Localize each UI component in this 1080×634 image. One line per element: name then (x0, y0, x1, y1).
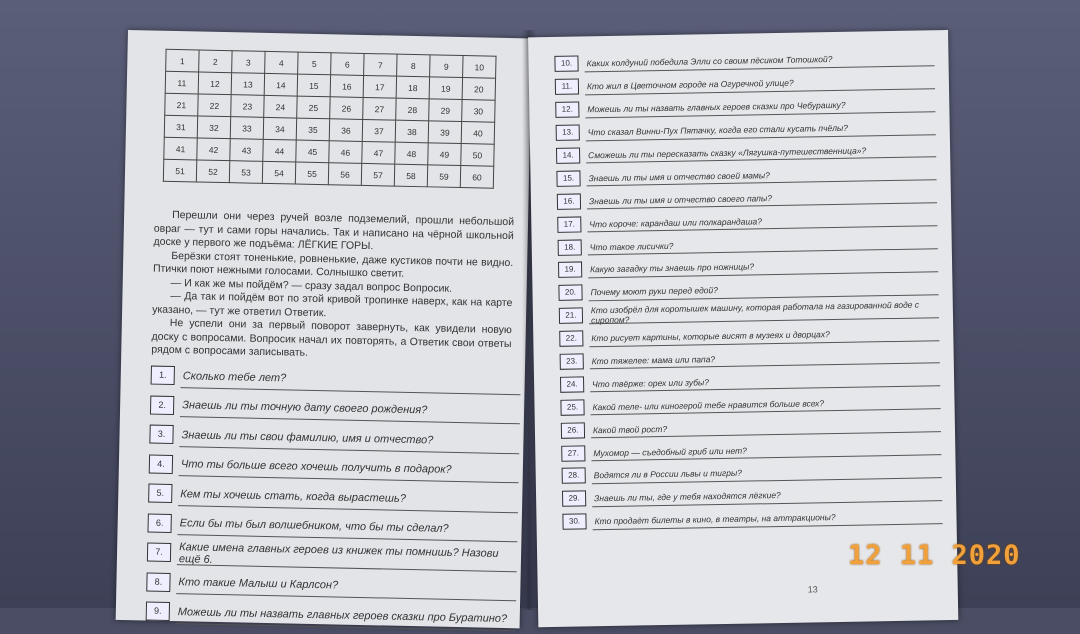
grid-cell: 45 (296, 140, 329, 163)
question-number-box: 16. (557, 193, 581, 209)
grid-cell: 31 (164, 115, 197, 138)
question-number-box: 18. (558, 239, 582, 255)
question-number-box: 29. (562, 491, 586, 507)
page-number: 13 (807, 584, 818, 595)
question-text: Знаешь ли ты, где у тебя находятся лёгкие? (594, 490, 781, 504)
grid-cell: 53 (229, 161, 262, 184)
question-number-box: 20. (558, 285, 582, 301)
question-text: Кто продаёт билеты в кино, в театры, на аттракционы? (594, 512, 836, 527)
grid-cell: 27 (363, 97, 396, 120)
question-list-right (554, 46, 942, 533)
grid-cell: 14 (264, 73, 297, 96)
question-number-box: 22. (559, 331, 583, 347)
grid-cell: 39 (428, 121, 461, 144)
question-number-box: 1. (151, 366, 175, 385)
grid-cell: 17 (363, 75, 396, 98)
grid-cell: 47 (362, 141, 395, 164)
grid-cell: 41 (164, 137, 197, 160)
grid-cell: 29 (429, 99, 462, 122)
question-text: Кто тяжелее: мама или папа? (591, 354, 716, 367)
story-paragraph: Не успели они за первый поворот завернуть, как увидели новую доску с вопросами. Вопросик начал их повторять, а Ответик свои ответы рядом с вопросами записывать. (151, 316, 512, 359)
question-text: Что твёрже: орех или зубы? (592, 377, 710, 390)
grid-cell: 55 (295, 162, 328, 185)
grid-cell: 4 (265, 51, 298, 74)
grid-cell: 37 (362, 119, 395, 142)
grid-cell: 9 (430, 55, 463, 78)
grid-cell: 10 (463, 56, 496, 79)
grid-cell: 2 (199, 50, 232, 73)
grid-cell: 16 (330, 75, 363, 98)
story-paragraph: Берёзки стоят тоненькие, ровненькие, даже кустиков почти не видно. Птички поют нежными голосами. Солнышко светит. (152, 249, 514, 280)
question-text: Что короче: карандаш или полкарандаша? (589, 215, 763, 229)
question-number-box: 30. (562, 514, 586, 530)
grid-cell: 38 (395, 120, 428, 143)
grid-cell: 26 (330, 97, 363, 120)
grid-cell: 1 (166, 49, 199, 72)
question-text: Сможешь ли ты пересказать сказку «Лягушка-путешественница»? (588, 145, 867, 161)
grid-cell: 11 (165, 71, 198, 94)
grid-cell: 28 (396, 98, 429, 121)
grid-cell: 3 (232, 51, 265, 74)
question-number-box: 13. (556, 125, 580, 141)
question-number-box: 10. (554, 56, 578, 72)
question-number-box: 21. (559, 308, 583, 324)
question-number-box: 9. (146, 602, 170, 621)
question-text: Кто изобрёл для коротышек машину, которая работала на газированной воде с сиропом? (590, 299, 920, 326)
story-paragraph: Перешли они через ручей возле подземелий, прошли небольшой овраг — тут и сами горы начались. Так и написано на чёрной школьной доске у первого же подъёма: ЛЁГКИЕ ГОРЫ. (153, 208, 515, 253)
grid-cell: 12 (198, 72, 231, 95)
story-paragraph: — Да так и пойдём вот по этой кривой тропинке наверх, как на карте указано, — тут же ответил Ответик. (152, 289, 513, 319)
grid-cell: 48 (395, 142, 428, 165)
question-text: Какую загадку ты знаешь про ножницы? (590, 261, 755, 275)
question-number-box: 23. (560, 353, 584, 369)
right-page (528, 30, 958, 627)
question-number-box: 15. (556, 170, 580, 186)
question-text: Знаешь ли ты точную дату своего рождения? (182, 399, 428, 417)
question-number-box: 28. (562, 468, 586, 484)
question-list-left (146, 361, 521, 634)
question-number-box: 24. (560, 376, 584, 392)
grid-cell: 51 (163, 159, 196, 182)
grid-cell: 20 (462, 78, 495, 101)
grid-cell: 8 (397, 54, 430, 77)
question-text: Кто рисует картины, которые висят в музеях и дворцах? (591, 329, 830, 344)
question-number-box: 11. (555, 79, 579, 95)
grid-cell: 60 (460, 165, 493, 188)
question-text: Мухомор — съедобный гриб или нет? (593, 445, 747, 458)
number-grid (163, 49, 497, 189)
question-number-box: 2. (150, 395, 174, 414)
question-number-box: 25. (560, 399, 584, 415)
story-text (151, 209, 514, 365)
question-text: Можешь ли ты назвать главных героев сказки про Чебурашку? (587, 100, 846, 115)
grid-cell: 54 (262, 161, 295, 184)
grid-cell: 6 (331, 53, 364, 76)
question-number-box: 26. (561, 422, 585, 438)
grid-cell: 52 (196, 160, 229, 183)
question-text: Можешь ли ты назвать главных героев сказки про Буратино? (177, 605, 508, 625)
question-text: Что сказал Винни-Пух Пятачку, когда его стали кусать пчёлы? (587, 122, 849, 138)
question-text: Если бы ты был волшебником, что бы ты сделал? (179, 517, 449, 536)
question-text: Каких колдуний победила Элли со своим пёсиком Тотошкой? (586, 54, 833, 69)
question-number-box: 7. (147, 543, 171, 562)
grid-cell: 56 (328, 163, 361, 186)
question-text: Знаешь ли ты свои фамилию, имя и отчество? (181, 428, 434, 447)
question-text: Знаешь ли ты имя и отчество своего папы? (588, 192, 772, 207)
grid-cell: 22 (198, 94, 231, 117)
grid-cell: 42 (197, 138, 230, 161)
grid-cell: 18 (396, 76, 429, 99)
grid-cell: 19 (429, 77, 462, 100)
grid-cell: 36 (329, 119, 362, 142)
grid-cell: 32 (197, 116, 230, 139)
story-paragraph: — И как же мы пойдём? — сразу задал вопрос Вопросик. (170, 276, 453, 295)
grid-cell: 25 (297, 96, 330, 119)
question-text: Кем ты хочешь стать, когда вырастешь? (180, 487, 407, 505)
left-page (116, 30, 532, 628)
grid-cell: 15 (297, 74, 330, 97)
grid-cell: 34 (263, 117, 296, 140)
question-text: Знаешь ли ты имя и отчество своей мамы? (588, 170, 770, 184)
question-text: Какие имена главных героев из книжек ты помнишь? Назови ещё 6. (178, 540, 499, 566)
grid-cell: 49 (428, 143, 461, 166)
question-text: Что ты больше всего хочешь получить в подарок? (180, 458, 452, 477)
grid-cell: 58 (394, 164, 427, 187)
grid-cell: 7 (364, 53, 397, 76)
grid-cell: 13 (231, 73, 264, 96)
question-number-box: 6. (147, 513, 171, 532)
question-number-box: 17. (557, 216, 581, 232)
grid-cell: 46 (329, 141, 362, 164)
question-text: Какой теле- или киногерой тебе нравится больше всех? (592, 398, 825, 413)
question-text: Почему моют руки перед едой? (590, 285, 719, 298)
grid-cell: 40 (461, 122, 494, 145)
question-text: Кто жил в Цветочном городе на Огуречной улице? (586, 78, 794, 92)
grid-cell: 24 (264, 95, 297, 118)
date-stamp: 12 11 2020 (848, 540, 1021, 571)
grid-cell: 5 (298, 52, 331, 75)
question-number-box: 19. (558, 262, 582, 278)
grid-cell: 57 (361, 163, 394, 186)
question-number-box: 14. (556, 147, 580, 163)
grid-cell: 43 (230, 139, 263, 162)
question-text: Кто такие Малыш и Карлсон? (178, 576, 339, 592)
question-number-box: 12. (555, 102, 579, 118)
grid-cell: 44 (263, 139, 296, 162)
grid-cell: 30 (462, 100, 495, 123)
question-number-box: 3. (149, 425, 173, 444)
grid-cell: 35 (296, 118, 329, 141)
question-text: Сколько тебе лет? (182, 369, 287, 385)
question-text: Какой твой рост? (592, 423, 668, 435)
question-number-box: 8. (146, 572, 170, 591)
question-text: Водятся ли в России львы и тигры? (593, 468, 742, 481)
grid-cell: 50 (461, 144, 494, 167)
grid-cell: 59 (427, 165, 460, 188)
grid-cell: 21 (165, 93, 198, 116)
question-number-box: 5. (148, 484, 172, 503)
grid-cell: 33 (230, 117, 263, 140)
grid-cell: 23 (231, 95, 264, 118)
question-number-box: 4. (149, 454, 173, 473)
question-number-box: 27. (561, 445, 585, 461)
question-text: Что такое лисички? (589, 240, 674, 252)
